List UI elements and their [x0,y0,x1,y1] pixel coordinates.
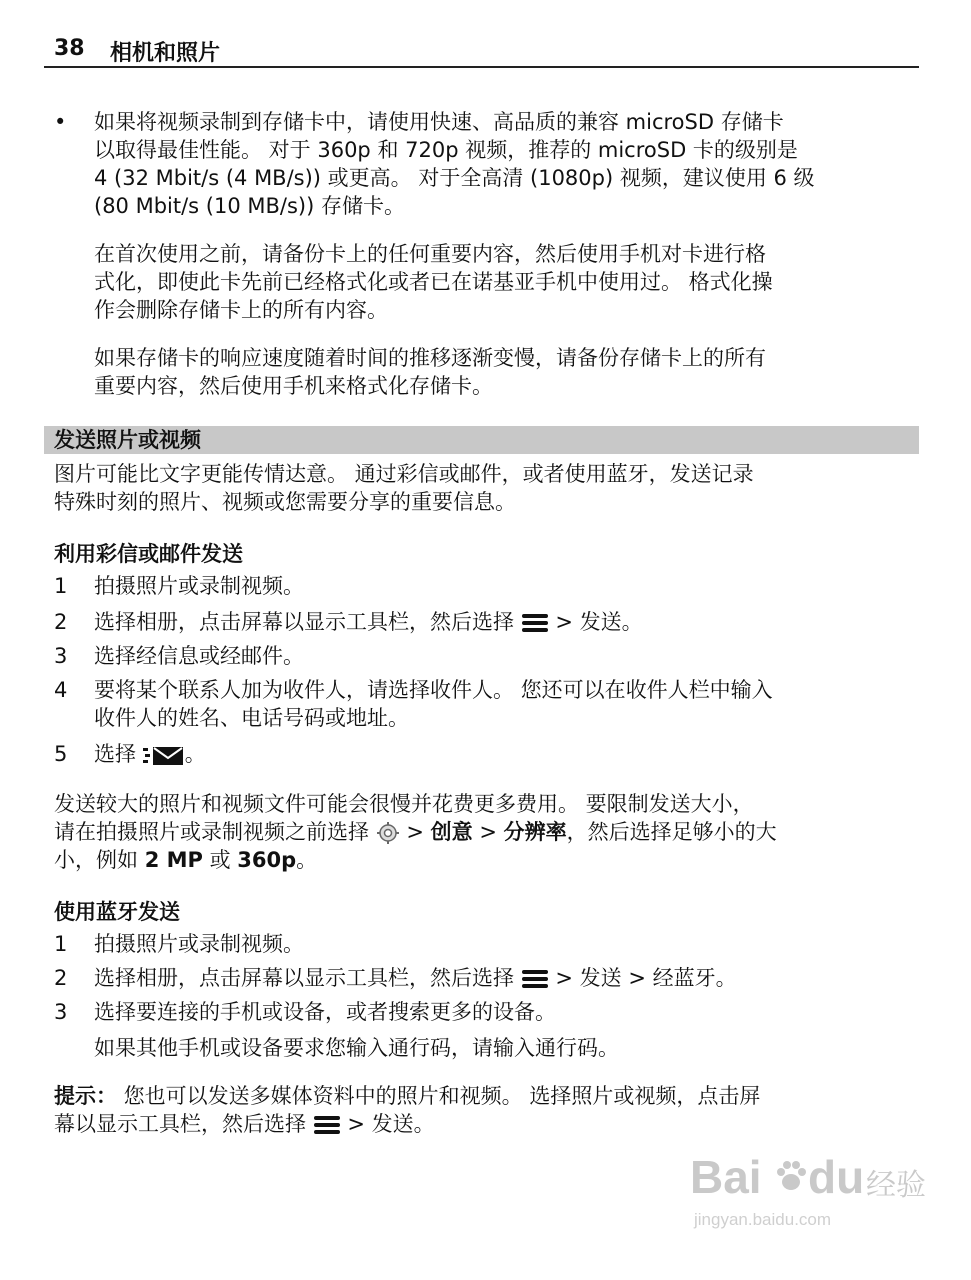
bullet-line-3: 4 (32 Mbit/s (4 MB/s)) 或更高。 对于全高清 (1080p) 视频，建议使用 6 级 [94,166,815,190]
watermark-brand-du: du [808,1151,865,1203]
watermark-url: jingyan.baidu.com [694,1210,832,1229]
size-note-line-2: 请在拍摄照片或录制视频之前选择 > 创意 > 分辨率，然后选择足够小的大 [54,820,777,844]
baidu-watermark [690,1150,930,1240]
chapter-title: 相机和照片 [110,41,221,66]
watermark-brand: Bai [690,1151,762,1203]
backup-line-2: 式化，即使此卡先前已经格式化或者已在诺基亚手机中使用过。 格式化操 [94,270,773,294]
menu-icon [313,1114,341,1136]
mms-heading: 利用彩信或邮件发送 [54,542,243,566]
bt-step-3-num: 3 [54,1000,68,1024]
bt-step-1: 拍摄照片或录制视频。 [94,932,304,956]
mms-step-4-line-2: 收件人的姓名、电话号码或地址。 [94,706,409,730]
section-heading-bar [44,426,919,454]
bt-step-1-num: 1 [54,932,68,956]
bt-step-2-num: 2 [54,966,68,990]
mms-step-4-num: 4 [54,678,68,702]
tip-label: 提示： [54,1084,117,1108]
paw-icon [776,1160,806,1192]
mms-step-4-line-1: 要将某个联系人加为收件人，请选择收件人。 您还可以在收件人栏中输入 [94,678,773,702]
tip-line-1: 提示： 您也可以发送多媒体资料中的照片和视频。 选择照片或视频，点击屏 [54,1084,761,1108]
bullet-mark: • [54,110,67,134]
bt-heading: 使用蓝牙发送 [54,900,180,924]
send-message-icon [143,744,185,766]
menu-icon [521,612,549,634]
menu-icon [521,968,549,990]
watermark-cn: 经验 [866,1168,926,1203]
slow-line-1: 如果存储卡的响应速度随着时间的推移逐渐变慢，请备份存储卡上的所有 [94,346,766,370]
section-title: 发送照片或视频 [54,428,201,452]
section-intro-line-1: 图片可能比文字更能传情达意。 通过彩信或邮件，或者使用蓝牙，发送记录 [54,462,754,486]
mms-step-2-num: 2 [54,610,68,634]
mms-step-3: 选择经信息或经邮件。 [94,644,304,668]
mms-step-5-num: 5 [54,742,68,766]
backup-line-1: 在首次使用之前，请备份卡上的任何重要内容，然后使用手机对卡进行格 [94,242,766,266]
page-number: 38 [54,36,85,61]
size-note-line-3: 小，例如 2 MP 或 360p。 [54,848,318,872]
mms-step-1: 拍摄照片或录制视频。 [94,574,304,598]
mms-step-2: 选择相册，点击屏幕以显示工具栏，然后选择 > 发送。 [94,610,643,634]
bullet-line-1: 如果将视频录制到存储卡中，请使用快速、高品质的兼容 microSD 存储卡 [94,110,784,134]
page-header [44,38,919,68]
backup-line-3: 作会删除存储卡上的所有内容。 [94,298,388,322]
mms-step-3-num: 3 [54,644,68,668]
bt-step-3-sub: 如果其他手机或设备要求您输入通行码，请输入通行码。 [94,1036,619,1060]
mms-step-5: 选择 。 [94,742,206,766]
size-note-line-1: 发送较大的照片和视频文件可能会很慢并花费更多费用。 要限制发送大小， [54,792,754,816]
settings-gear-icon [376,821,400,845]
bullet-line-2: 以取得最佳性能。 对于 360p 和 720p 视频，推荐的 microSD 卡的级别是 [94,138,798,162]
bt-step-3: 选择要连接的手机或设备，或者搜索更多的设备。 [94,1000,556,1024]
section-intro-line-2: 特殊时刻的照片、视频或您需要分享的重要信息。 [54,490,516,514]
bt-step-2: 选择相册，点击屏幕以显示工具栏，然后选择 > 发送 > 经蓝牙。 [94,966,737,990]
tip-line-2: 幕以显示工具栏，然后选择 > 发送。 [54,1112,435,1136]
slow-line-2: 重要内容，然后使用手机来格式化存储卡。 [94,374,493,398]
bullet-line-4: (80 Mbit/s (10 MB/s)) 存储卡。 [94,194,405,218]
mms-step-1-num: 1 [54,574,68,598]
